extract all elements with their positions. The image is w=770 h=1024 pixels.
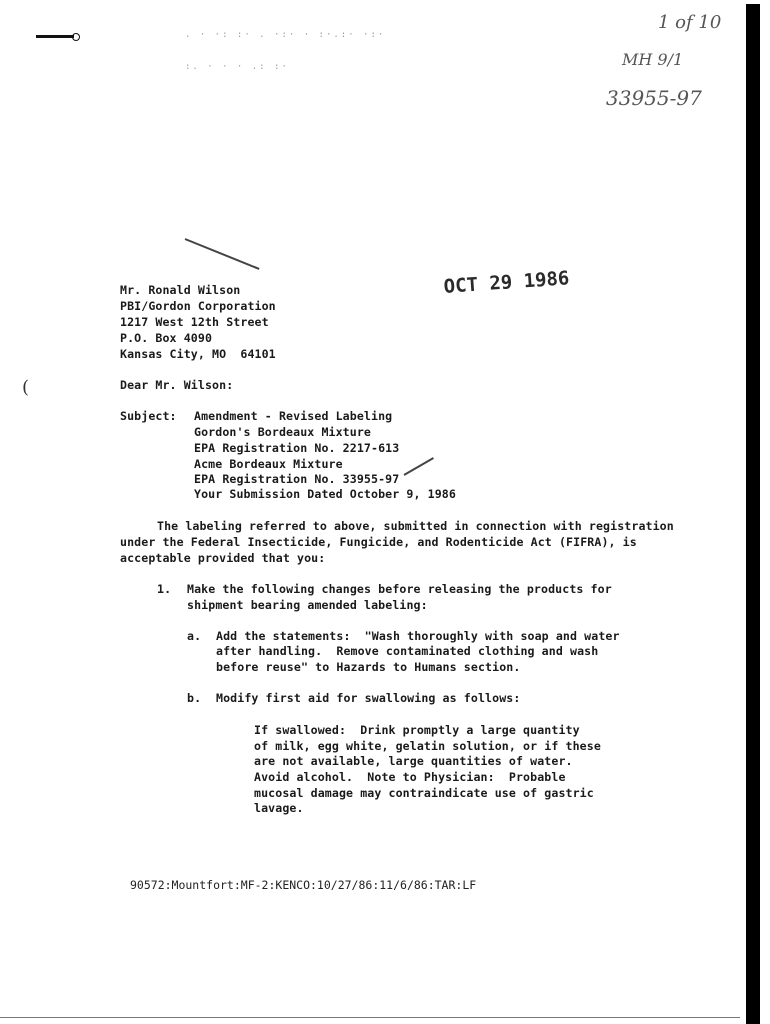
handwritten-check-mark [404, 457, 434, 476]
subject-line: EPA Registration No. 33955-97 [194, 472, 400, 486]
subject-line: Amendment - Revised Labeling [194, 409, 393, 423]
scan-stroke [185, 238, 260, 270]
handwritten-registration-note: 33955-97 [606, 86, 702, 110]
scan-line-bottom [0, 1017, 740, 1018]
first-aid-line: lavage. [254, 801, 304, 815]
subject-label: Subject: [120, 409, 177, 423]
scan-speckles: . · ·: :· . ·:· · :·.:· ·:· [185, 30, 386, 40]
first-aid-line: of milk, egg white, gelatin solution, or if these [254, 739, 601, 753]
first-aid-line: are not available, large quantities of water. [254, 754, 573, 768]
item-b-marker: b. [187, 691, 202, 705]
subject-line: EPA Registration No. 2217-613 [194, 441, 400, 455]
item-a-line: Add the statements: "Wash thoroughly with soap and water [216, 629, 620, 643]
body-line: acceptable provided that you: [120, 551, 326, 565]
scan-speckles-2: :. · · · .: :· [185, 62, 289, 72]
salutation: Dear Mr. Wilson: [120, 378, 234, 392]
item-a-marker: a. [187, 629, 202, 643]
received-date-stamp: OCT 29 1986 [443, 267, 571, 298]
handwritten-initials-note: MH 9/1 [622, 50, 684, 69]
scan-mark-top-left [36, 35, 74, 38]
item-1-line: Make the following changes before releasing the products for [187, 582, 612, 596]
item-b-line: Modify first aid for swallowing as follows: [216, 691, 521, 705]
scan-mark-top-left-dot [72, 33, 80, 41]
item-a-line: after handling. Remove contaminated clothing and wash [216, 644, 599, 658]
scan-edge-bar [746, 4, 760, 1024]
addressee-company: PBI/Gordon Corporation [120, 299, 276, 313]
addressee-box: P.O. Box 4090 [120, 331, 213, 345]
item-1-line: shipment bearing amended labeling: [187, 598, 428, 612]
first-aid-line: mucosal damage may contraindicate use of gastric [254, 786, 594, 800]
addressee-name: Mr. Ronald Wilson [120, 283, 241, 297]
first-aid-line: If swallowed: Drink promptly a large quantity [254, 723, 580, 737]
subject-line: Gordon's Bordeaux Mixture [194, 425, 372, 439]
addressee-street: 1217 West 12th Street [120, 315, 269, 329]
scan-mark-left-margin: ( [22, 377, 30, 398]
item-1-marker: 1. [157, 582, 172, 596]
subject-line: Your Submission Dated October 9, 1986 [194, 487, 456, 501]
body-line: The labeling referred to above, submitted in connection with registration [157, 519, 674, 533]
document-reference-code: 90572:Mountfort:MF-2:KENCO:10/27/86:11/6/86:TAR:LF [130, 878, 477, 892]
subject-line: Acme Bordeaux Mixture [194, 457, 343, 471]
handwritten-page-note: 1 of 10 [658, 12, 722, 33]
first-aid-line: Avoid alcohol. Note to Physician: Probable [254, 770, 566, 784]
item-a-line: before reuse" to Hazards to Humans section. [216, 660, 521, 674]
body-line: under the Federal Insecticide, Fungicide, and Rodenticide Act (FIFRA), is [120, 535, 637, 549]
addressee-city: Kansas City, MO 64101 [120, 347, 276, 361]
